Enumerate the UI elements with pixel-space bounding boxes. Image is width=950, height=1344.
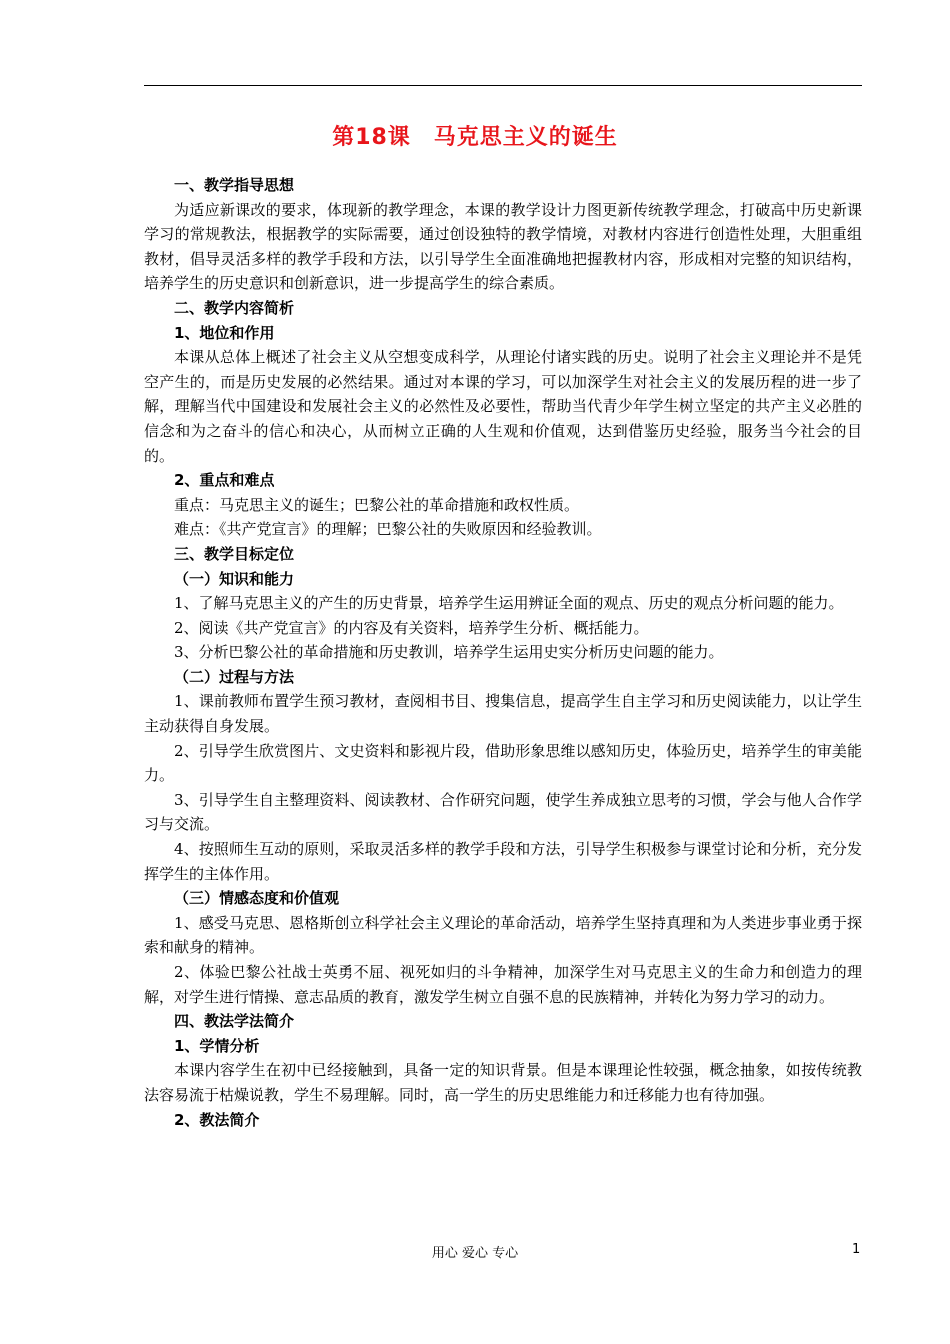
lesson-title: 第18课 马克思主义的诞生 [332,125,618,150]
document-body [144,173,862,1132]
paragraph: 1、感受马克思、恩格斯创立科学社会主义理论的革命活动，培养学生坚持真理和为人类进步事业勇于探索和献身的精神。 [144,913,862,957]
subheading: 2、教法简介 [174,1110,260,1129]
paragraph: 重点：马克思主义的诞生；巴黎公社的革命措施和政权性质。 [174,495,580,514]
page-footer: 用心 爱心 专心 [431,1246,519,1261]
subheading: 2、重点和难点 [174,471,275,490]
paragraph: 本课内容学生在初中已经接触到，具备一定的知识背景。但是本课理论性较强，概念抽象，如按传统教法容易流于枯燥说教，学生不易理解。同时，高一学生的历史思维能力和迁移能力也有待加强。 [144,1061,862,1104]
paragraph: 难点：《共产党宣言》的理解；巴黎公社的失败原因和经验教训。 [174,520,602,539]
paragraph: 3、分析巴黎公社的革命措施和历史教训，培养学生运用史实分析历史问题的能力。 [174,643,724,662]
heading: 四、教法学法简介 [174,1012,295,1031]
paragraph: 为适应新课改的要求，体现新的教学理念，本课的教学设计力图更新传统教学理念，打破高中历史新课学习的常规教法，根据教学的实际需要，通过创设独特的教学情境，对教材内容进行创造性处理，大胆重组教材，倡导灵活多样的教学手段和方法，以引导学生全面准确地把握教材内容，形成相对完整的知识结构，培养学生的历史意识和创新意识，进一步提高学生的综合素质。 [144,200,862,293]
paragraph: 2、体验巴黎公社战士英勇不屈、视死如归的斗争精神，加深学生对马克思主义的生命力和创造力的理解，对学生进行情操、意志品质的教育，激发学生树立自强不息的民族精神，并转化为努力学习的动力。 [144,963,862,1006]
paragraph: 2、阅读《共产党宣言》的内容及有关资料，培养学生分析、概括能力。 [174,618,649,637]
subheading: （二）过程与方法 [174,667,295,686]
page-number: 1 [852,1242,861,1257]
subheading: （一）知识和能力 [174,569,295,588]
heading: 三、教学目标定位 [174,544,295,563]
header-rule [144,85,862,86]
heading: 二、教学内容简析 [174,298,295,317]
paragraph: 1、了解马克思主义的产生的历史背景，培养学生运用辨证全面的观点、历史的观点分析问题的能力。 [174,594,844,613]
paragraph: 1、课前教师布置学生预习教材，查阅相书目、搜集信息，提高学生自主学习和历史阅读能力，以让学生主动获得自身发展。 [144,692,862,736]
paragraph: 4、按照师生互动的原则，采取灵活多样的教学手段和方法，引导学生积极参与课堂讨论和分析，充分发挥学生的主体作用。 [144,840,862,883]
heading: 一、教学指导思想 [174,176,295,194]
subheading: 1、学情分析 [174,1036,260,1055]
subheading: 1、地位和作用 [174,323,275,342]
paragraph: 3、引导学生自主整理资料、阅读教材、合作研究问题，使学生养成独立思考的习惯，学会与他人合作学习与交流。 [144,790,862,834]
subheading: （三）情感态度和价值观 [174,889,340,908]
paragraph: 本课从总体上概述了社会主义从空想变成科学，从理论付诸实践的历史。说明了社会主义理论并不是凭空产生的，而是历史发展的必然结果。通过对本课的学习，可以加深学生对社会主义的发展历程的进一步了解，理解当代中国建设和发展社会主义的必然性及必要性，帮助当代青少年学生树立坚定的共产主义必胜的信念和为之奋斗的信心和决心，从而树立正确的人生观和价值观，达到借鉴历史经验，服务当今社会的目的。 [144,348,862,465]
paragraph: 2、引导学生欣赏图片、文史资料和影视片段，借助形象思维以感知历史，体验历史，培养学生的审美能力。 [144,741,862,785]
